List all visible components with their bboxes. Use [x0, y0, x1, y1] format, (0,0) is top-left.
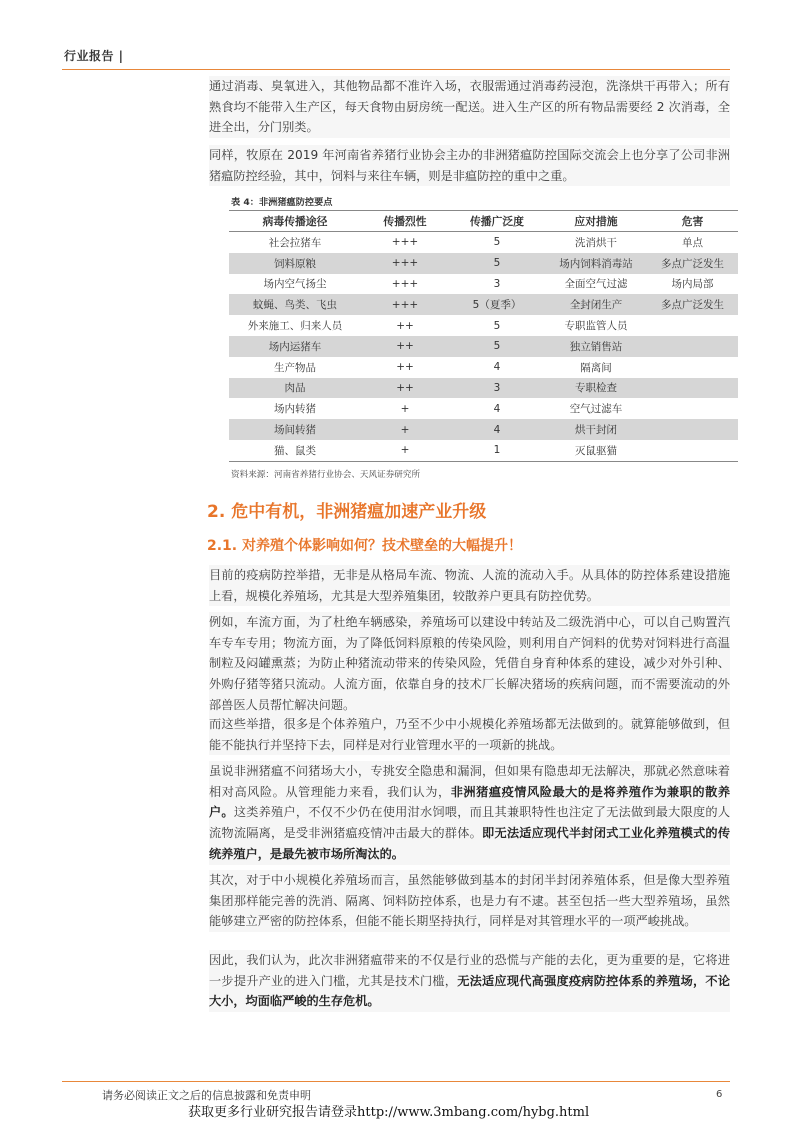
table-cell: [647, 419, 738, 440]
column-header: 传播广泛度: [449, 211, 545, 232]
header-divider: [62, 69, 730, 70]
table-cell: 外来施工、归来人员: [247, 320, 343, 333]
section-heading: 2. 危中有机，非洲猪瘟加速产业升级: [207, 502, 487, 522]
table-cell: 5: [493, 236, 501, 249]
table-cell: 社会拉猪车: [268, 236, 322, 249]
table-caption: 表 4：非洲猪瘟防控要点: [231, 197, 333, 208]
page-number: 6: [716, 1089, 723, 1100]
table-row: [229, 274, 738, 295]
table-cell: 空气过滤车: [569, 403, 623, 416]
footer-divider: [62, 1081, 730, 1082]
table-cell: +++: [361, 294, 449, 315]
table-cell: 场内饲料消毒站: [545, 253, 647, 274]
table-cell: 4: [449, 419, 545, 440]
table-cell: 专职检查: [545, 378, 647, 399]
paragraph-6-text: 这类养殖户，不仅不少仍在使用泔水饲喂，而且其兼职特性也注定了无法做到最大限度的人流物流隔离，是受非洲猪瘟疫情冲击最大的群体。: [209, 805, 731, 841]
table-cell: 烘干封闭: [545, 419, 647, 440]
table-cell: 单点: [682, 236, 703, 249]
table-cell: 场内局部: [671, 278, 714, 291]
table-cell: 洗消烘干: [575, 236, 617, 249]
table-cell: ++: [396, 361, 414, 374]
column-header: 病毒传播途径: [229, 211, 361, 232]
table-cell: 隔离间: [580, 361, 612, 374]
table-cell: 灭鼠驱猫: [545, 440, 647, 461]
table-row: [229, 253, 738, 274]
table-cell: +: [400, 402, 410, 415]
table-cell: 5: [493, 319, 501, 332]
table-cell: [647, 315, 738, 336]
column-header: 危害: [647, 211, 738, 232]
table-cell: 1: [449, 440, 545, 461]
table-source-note: 资料来源：河南省养猪行业协会、天风证券研究所: [231, 470, 421, 480]
table-cell: 场内空气扬尘: [263, 278, 327, 291]
paragraph-7: 其次，对于中小规模化养殖场而言，虽然能够做到基本的封闭半封闭养殖体系，但是像大型养殖集团那样能完善的洗消、隔离、饲料防控体系，也是力有不逮。甚至包括一些大型养殖场，虽然能够建立严密的防控体系，但能不能长期坚持执行，同样是对其管理水平的一项严峻挑战。: [209, 870, 730, 932]
subsection-heading: 2.1. 对养殖个体影响如何？技术壁垒的大幅提升！: [207, 538, 522, 554]
table-cell: 多点广泛发生: [647, 253, 738, 274]
table-row: [229, 315, 738, 336]
table-row: [229, 294, 738, 315]
table-cell: 猫、鼠类: [229, 440, 361, 461]
table-cell: [647, 398, 738, 419]
table-cell: ++: [361, 378, 449, 399]
footer-disclaimer: 请务必阅读正文之后的信息披露和免责申明: [102, 1089, 311, 1102]
table-cell: 场间转猪: [229, 419, 361, 440]
prevention-table: [229, 210, 738, 462]
table-row: [229, 419, 738, 440]
table-cell: 4: [493, 361, 501, 374]
table-row: [229, 232, 738, 253]
paragraph-6-emphasis: 即无法适应现代半封闭式工业化养殖模式的传统养殖户，是最先被市场所淘汰的。: [209, 826, 731, 861]
report-header-label: 行业报告 |: [64, 49, 124, 63]
table-cell: +++: [391, 277, 419, 290]
table-cell: 多点广泛发生: [647, 294, 738, 315]
paragraph-3: 目前的疫病防控举措，无非是从格局车流、物流、人流的流动入手。从具体的防控体系建设措施上看，规模化养殖场，尤其是大型养殖集团，较散养户更具有防控优势。: [209, 565, 730, 606]
paragraph-6-text: 虽说非洲猪瘟不问猪场大小，专挑安全隐患和漏洞，但如果有隐患却无法解决，那就必然意味着相对高风险。从管理能力来看，我们认为，: [209, 764, 730, 799]
table-cell: +++: [361, 253, 449, 274]
table-cell: 全面空气过滤: [564, 278, 628, 291]
table-cell: 3: [493, 277, 501, 290]
table-cell: 场内转猪: [274, 403, 316, 416]
table-cell: [647, 357, 738, 378]
table-cell: [647, 378, 738, 399]
paragraph-6-emphasis: 非洲猪瘟疫情风险最大的是将养殖作为兼职的散养户。: [209, 784, 731, 820]
table-cell: +++: [391, 236, 419, 249]
table-cell: 5: [449, 253, 545, 274]
table-cell: +: [361, 440, 449, 461]
table-cell: +: [361, 419, 449, 440]
paragraph-2: 同样，牧原在 2019 年河南省养猪行业协会主办的非洲猪瘟防控国际交流会上也分享了公司非洲猪瘟防控经验，其中，饲料与来往车辆，则是非瘟防控的重中之重。: [209, 145, 730, 186]
table-cell: 饲料原粮: [229, 253, 361, 274]
table-cell: 3: [449, 378, 545, 399]
table-cell: 5: [449, 336, 545, 357]
table-cell: ++: [361, 336, 449, 357]
table-cell: 专职监管人员: [564, 320, 628, 333]
table-cell: ++: [396, 319, 414, 332]
table-cell: 蚊蝇、鸟类、飞虫: [229, 294, 361, 315]
table-cell: 独立销售站: [545, 336, 647, 357]
table-cell: 肉品: [229, 378, 361, 399]
column-header: 应对措施: [545, 211, 647, 232]
paragraph-4: 例如，车流方面，为了杜绝车辆感染，养殖场可以建设中转站及二级洗消中心，可以自己购置汽车专车专用；物流方面，为了降低饲料原粮的传染风险，则利用自产饲料的优势对饲料进行高温制粒及闷罐熏蒸；为防止种猪流动带来的传染风险，凭借自身育种体系的建设，减少对外引种、外购仔猪等猪只流动。人流方面，依靠自身的技术厂长解决猪场的疾病问题，而不需要流动的外部兽医人员帮忙解决问题。: [209, 612, 730, 716]
column-header: 传播烈性: [361, 211, 449, 232]
table-cell: 4: [493, 402, 501, 415]
paragraph-5: 而这些举措，很多是个体养殖户，乃至不少中小规模化养殖场都无法做到的。就算能够做到，但能不能执行并坚持下去，同样是对行业管理水平的一项新的挑战。: [209, 714, 730, 755]
table-row: [229, 440, 738, 461]
table-cell: [647, 440, 738, 461]
paragraph-8-text: 因此，我们认为，此次非洲猪瘟带来的不仅是行业的恐慌与产能的去化，更为重要的是，它将进一步提升产业的进入门槛，尤其是技术门槛，: [209, 953, 730, 988]
footer-website-link[interactable]: 获取更多行业研究报告请登录http://www.3mbang.com/hybg.html: [188, 1105, 590, 1120]
table-cell: 全封闭生产: [545, 294, 647, 315]
table-cell: 生产物品: [274, 361, 316, 374]
table-header-row: [229, 211, 738, 232]
table-cell: 5（夏季）: [449, 294, 545, 315]
table-cell: 场内运猪车: [229, 336, 361, 357]
paragraph-1: 通过消毒、臭氧进入，其他物品都不准许入场，衣服需通过消毒药浸泡，洗涤烘干再带入；所有熟食均不能带入生产区，每天食物由厨房统一配送。进入生产区的所有物品需要经 2 次消毒，全进全出，分门别类。: [209, 76, 730, 138]
table-row: [229, 336, 738, 357]
table-row: [229, 398, 738, 419]
paragraph-6: [209, 761, 730, 865]
table-row: [229, 378, 738, 399]
table-row: [229, 357, 738, 378]
paragraph-8-emphasis: 无法适应现代高强度疫病防控体系的养殖场，不论大小，均面临严峻的生存危机。: [209, 973, 731, 1009]
table-cell: [647, 336, 738, 357]
paragraph-8: [209, 950, 730, 1012]
